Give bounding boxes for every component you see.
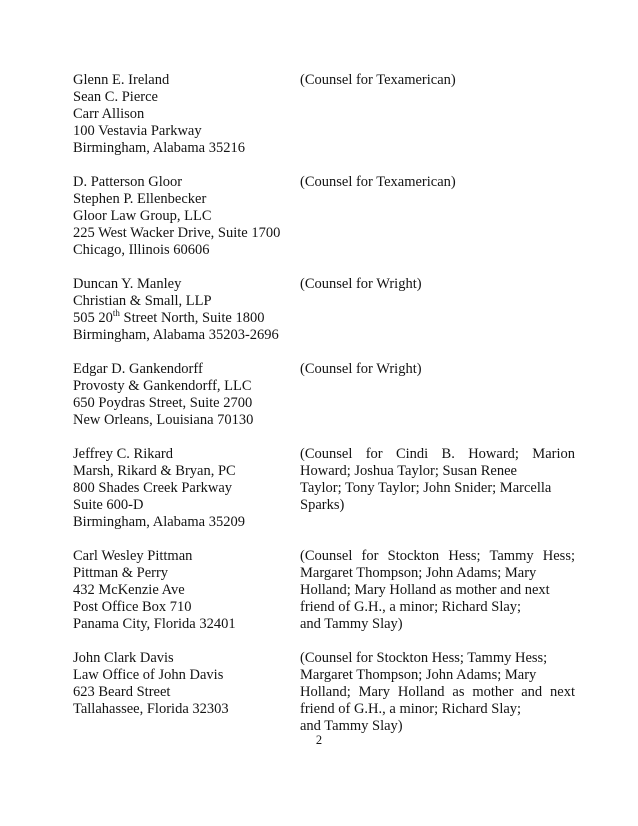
counsel-entry [73, 548, 575, 633]
counsel-line: Margaret Thompson; John Adams; Mary [300, 565, 537, 581]
address-line-part: 505 20 [73, 310, 113, 326]
counsel-entry [73, 446, 575, 531]
firm-name: Christian & Small, LLP [73, 293, 212, 309]
counsel-entry [73, 650, 575, 735]
counsel-line: Sparks) [300, 497, 345, 513]
attorney-name: Glenn E. Ireland [73, 72, 170, 88]
address-line: Birmingham, Alabama 35216 [73, 140, 245, 156]
address-line: 800 Shades Creek Parkway [73, 480, 233, 496]
counsel-line: (Counsel for Wright) [300, 361, 422, 377]
attorney-name: John Clark Davis [73, 650, 174, 666]
firm-name: Law Office of John Davis [73, 667, 224, 683]
address-line: Panama City, Florida 32401 [73, 616, 236, 632]
counsel-for-block [300, 174, 575, 259]
counsel-line: friend of G.H., a minor; Richard Slay; [300, 701, 522, 717]
address-line: Post Office Box 710 [73, 599, 192, 615]
counsel-line: (Counsel for Stockton Hess; Tammy Hess; [300, 650, 548, 666]
address-line: Tallahassee, Florida 32303 [73, 701, 229, 717]
address-line: New Orleans, Louisiana 70130 [73, 412, 254, 428]
address-line: 650 Poydras Street, Suite 2700 [73, 395, 253, 411]
firm-name: Marsh, Rikard & Bryan, PC [73, 463, 236, 479]
address-line: Chicago, Illinois 60606 [73, 242, 210, 258]
counsel-line: Holland; Mary Holland as mother and next [300, 684, 575, 700]
attorney-name: D. Patterson Gloor [73, 174, 183, 190]
attorney-name: Edgar D. Gankendorff [73, 361, 203, 377]
address-line: 432 McKenzie Ave [73, 582, 185, 598]
address-line [73, 310, 300, 327]
counsel-line: (Counsel for Wright) [300, 276, 422, 292]
page-number: 2 [315, 733, 323, 747]
firm-name: Provosty & Gankendorff, LLC [73, 378, 252, 394]
attorney-name: Sean C. Pierce [73, 89, 158, 105]
counsel-for-block [300, 446, 575, 531]
counsel-entry [73, 276, 575, 344]
address-block [73, 361, 300, 429]
counsel-for-block [300, 72, 575, 157]
ordinal-superscript: th [112, 308, 120, 319]
address-line: Birmingham, Alabama 35203-2696 [73, 327, 279, 343]
address-block [73, 446, 300, 531]
counsel-entry [73, 72, 575, 157]
counsel-line: and Tammy Slay) [300, 718, 403, 734]
counsel-line: (Counsel for Texamerican) [300, 174, 456, 190]
address-line: 100 Vestavia Parkway [73, 123, 202, 139]
counsel-line: (Counsel for Cindi B. Howard; Marion [300, 446, 575, 462]
counsel-line: friend of G.H., a minor; Richard Slay; [300, 599, 522, 615]
firm-name: Gloor Law Group, LLC [73, 208, 212, 224]
counsel-line: Margaret Thompson; John Adams; Mary [300, 667, 537, 683]
counsel-for-block [300, 548, 575, 633]
address-block [73, 650, 300, 735]
counsel-line: and Tammy Slay) [300, 616, 403, 632]
address-block [73, 174, 300, 259]
address-line: 225 West Wacker Drive, Suite 1700 [73, 225, 281, 241]
counsel-entry [73, 174, 575, 259]
firm-name: Pittman & Perry [73, 565, 169, 581]
address-line: Suite 600-D [73, 497, 144, 513]
address-line-part: Street North, Suite 1800 [119, 310, 265, 326]
counsel-line: (Counsel for Stockton Hess; Tammy Hess; [300, 548, 575, 564]
counsel-for-block [300, 361, 575, 429]
attorney-name: Duncan Y. Manley [73, 276, 182, 292]
address-line: 623 Beard Street [73, 684, 171, 700]
counsel-list [73, 72, 575, 752]
address-block [73, 276, 300, 344]
address-block [73, 548, 300, 633]
address-block [73, 72, 300, 157]
attorney-name: Stephen P. Ellenbecker [73, 191, 207, 207]
counsel-line: (Counsel for Texamerican) [300, 72, 456, 88]
counsel-line: Howard; Joshua Taylor; Susan Renee [300, 463, 517, 479]
counsel-line: Taylor; Tony Taylor; John Snider; Marcella [300, 480, 552, 496]
counsel-for-block [300, 650, 575, 735]
firm-name: Carr Allison [73, 106, 145, 122]
counsel-line: Holland; Mary Holland as mother and next [300, 582, 550, 598]
address-line: Birmingham, Alabama 35209 [73, 514, 245, 530]
attorney-name: Carl Wesley Pittman [73, 548, 193, 564]
attorney-name: Jeffrey C. Rikard [73, 446, 173, 462]
counsel-for-block [300, 276, 575, 344]
counsel-entry [73, 361, 575, 429]
